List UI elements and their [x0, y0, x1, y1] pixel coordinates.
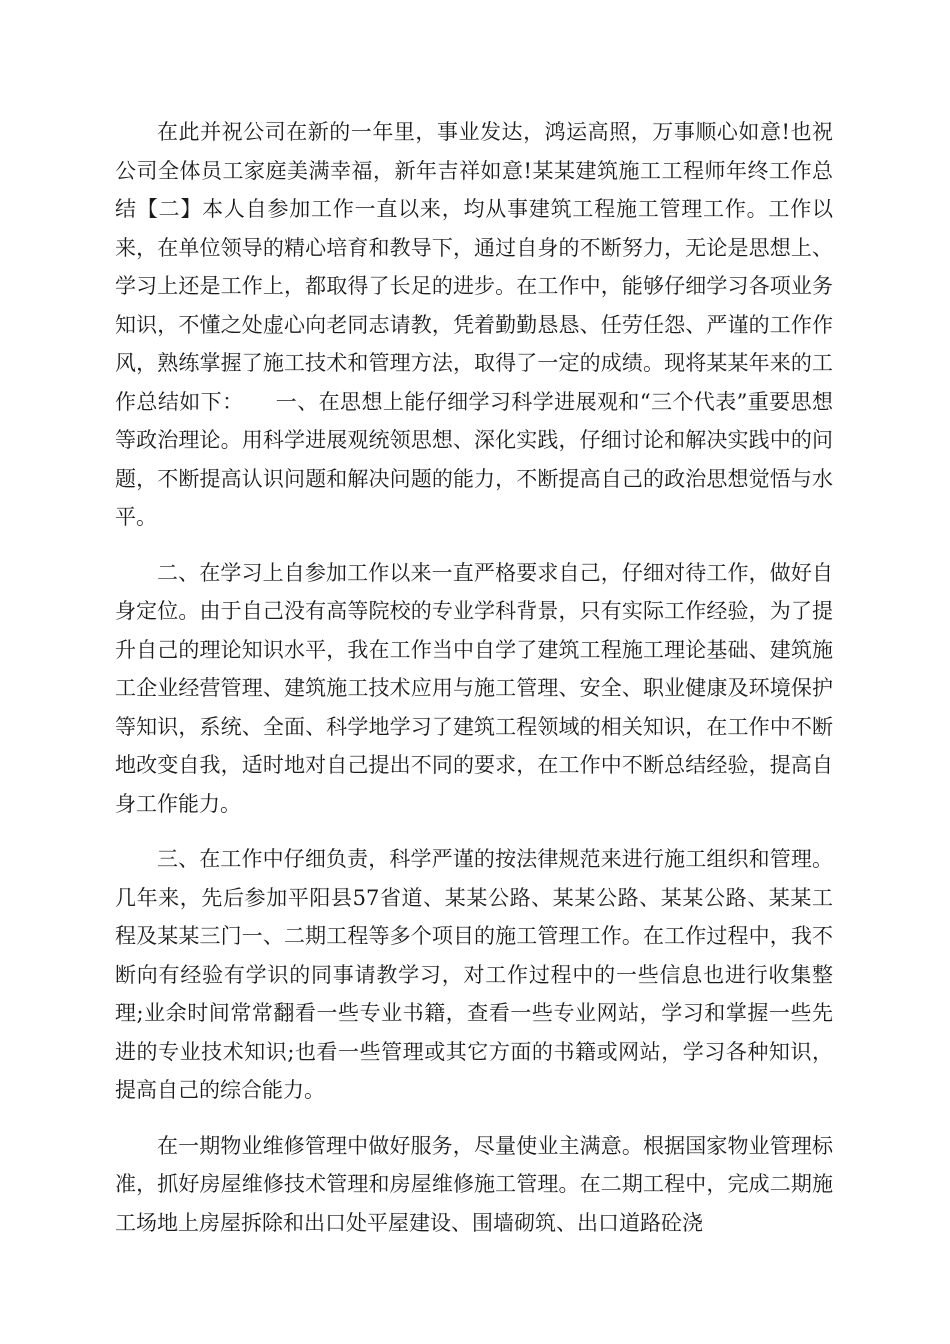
paragraph-4: 在一期物业维修管理中做好服务，尽量使业主满意。根据国家物业管理标准，抓好房屋维修技术管理和房屋维修施工管理。在二期工程中，完成二期施工场地上房屋拆除和出口处平屋建设、围墙砌筑、出口道路砼浇	[115, 1133, 833, 1235]
paragraph-2: 二、在学习上自参加工作以来一直严格要求自己，仔细对待工作，做好自身定位。由于自己没有高等院校的专业学科背景，只有实际工作经验，为了提升自己的理论知识水平，我在工作当中自学了建筑工程施工理论基础、建筑施工企业经营管理、建筑施工技术应用与施工管理、安全、职业健康及环境保护等知识，系统、全面、科学地学习了建筑工程领域的相关知识，在工作中不断地改变自我，适时地对自己提出不同的要求，在工作中不断总结经验，提高自身工作能力。	[115, 560, 833, 816]
paragraph-3: 三、在工作中仔细负责，科学严谨的按法律规范来进行施工组织和管理。几年来，先后参加平阳县57省道、某某公路、某某公路、某某公路、某某工程及某某三门一、二期工程等多个项目的施工管理工作。在工作过程中，我不断向有经验有学识的同事请教学习，对工作过程中的一些信息也进行收集整理;业余时间常常翻看一些专业书籍，查看一些专业网站，学习和掌握一些先进的专业技术知识;也看一些管理或其它方面的书籍或网站，学习各种知识，提高自己的综合能力。	[115, 847, 833, 1102]
paragraph-1: 在此并祝公司在新的一年里，事业发达，鸿运高照，万事顺心如意!也祝公司全体员工家庭美满幸福，新年吉祥如意!某某建筑施工工程师年终工作总结【二】本人自参加工作一直以来，均从事建筑工程施工管理工作。工作以来，在单位领导的精心培育和教导下，通过自身的不断努力，无论是思想上、学习上还是工作上，都取得了长足的进步。在工作中，能够仔细学习各项业务知识，不懂之处虚心向老同志请教，凭着勤勤恳恳、任劳任怨、严谨的工作作风，熟练掌握了施工技术和管理方法，取得了一定的成绩。现将某某年来的工作总结如下： 一、在思想上能仔细学习科学进展观和“三个代表”重要思想等政治理论。用科学进展观统领思想、深化实践，仔细讨论和解决实践中的问题，不断提高认识问题和解决问题的能力，不断提高自己的政治思想觉悟与水平。	[115, 120, 833, 529]
document-body	[115, 113, 833, 1259]
